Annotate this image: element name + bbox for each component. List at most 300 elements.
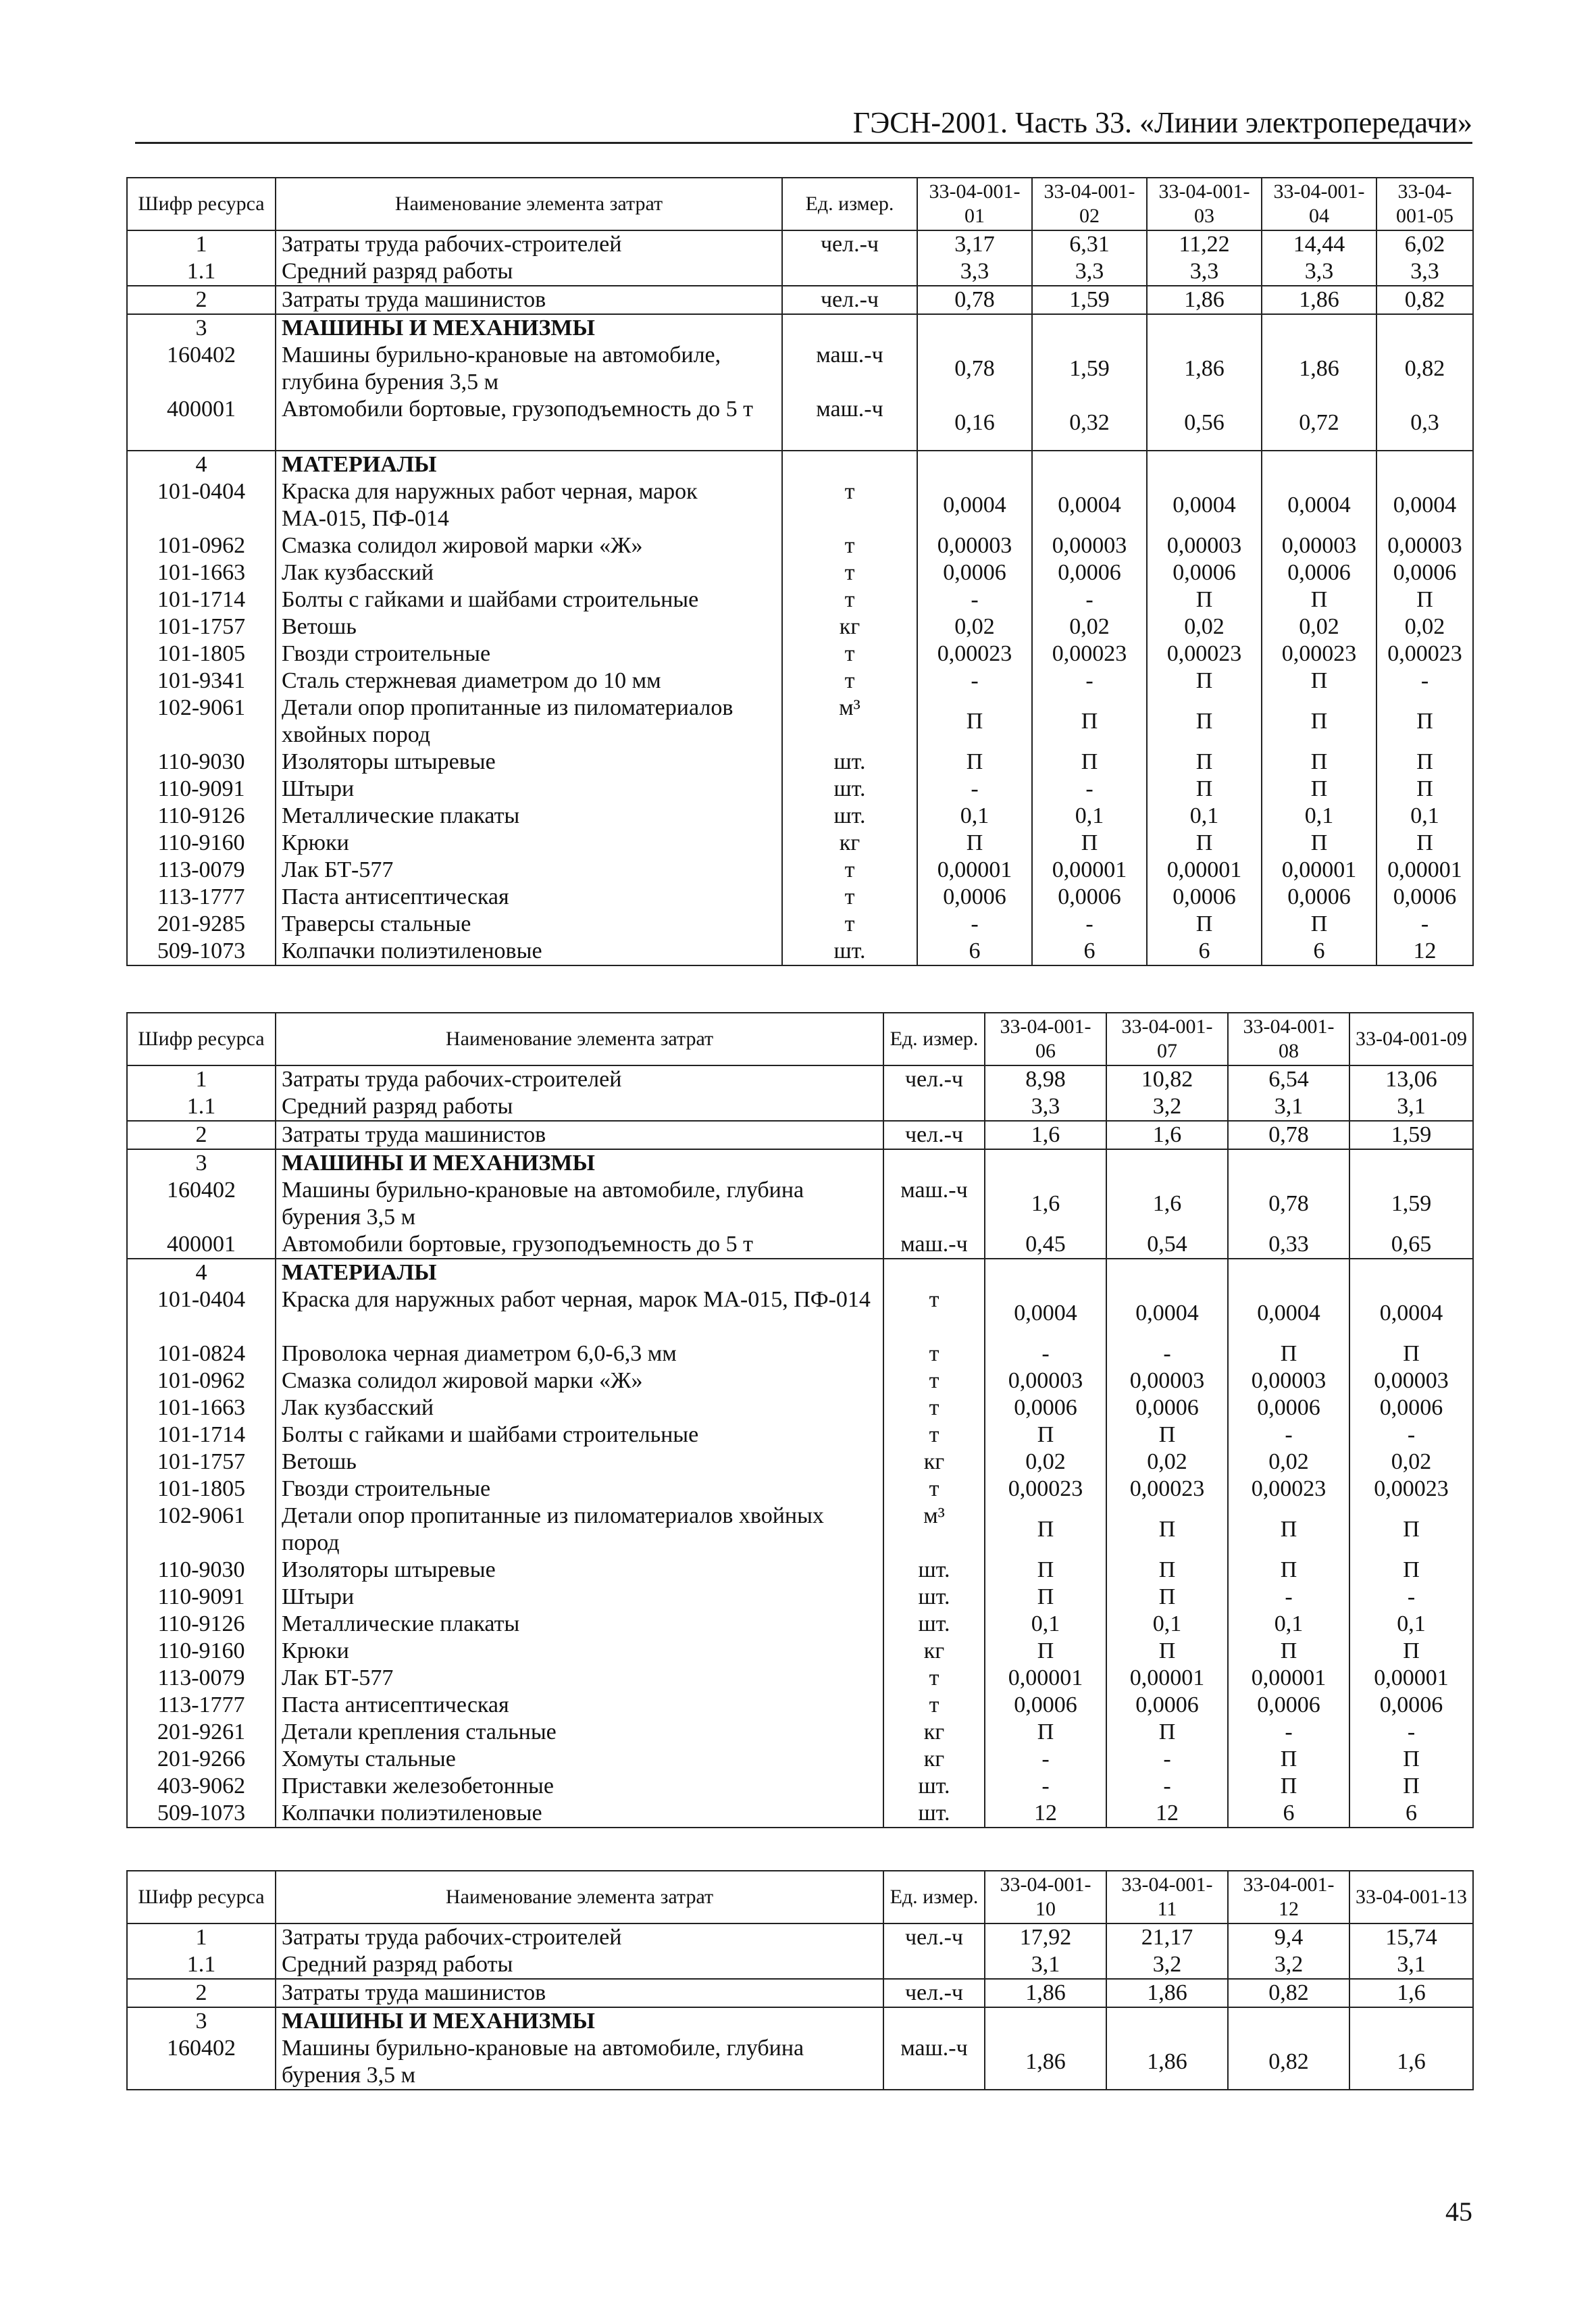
norm-value: 0,00023 — [985, 1476, 1106, 1503]
norm-value: П — [1032, 749, 1147, 776]
table-row — [127, 884, 1473, 911]
table-row — [127, 1719, 1473, 1746]
table-row — [127, 342, 1473, 396]
norm-value: П — [1262, 776, 1376, 803]
cost-element-name: Изоляторы штыревые — [276, 1557, 883, 1584]
norm-value: 0,0006 — [1147, 884, 1262, 911]
section-heading: МАШИНЫ И МЕХАНИЗМЫ — [276, 1149, 883, 1177]
norm-value: 10,82 — [1106, 1065, 1228, 1093]
unit-of-measure: кг — [883, 1746, 985, 1773]
norm-value: П — [1349, 1746, 1473, 1773]
norm-value: 3,1 — [1228, 1093, 1349, 1121]
unit-of-measure: маш.-ч — [782, 342, 917, 396]
norm-value: П — [1106, 1638, 1228, 1665]
norm-value: 0,1 — [917, 803, 1032, 830]
norm-value: 0,16 — [917, 396, 1032, 451]
norm-value: - — [1349, 1719, 1473, 1746]
norm-value — [1349, 1259, 1473, 1286]
header-name: Наименование элемента затрат — [276, 1871, 883, 1923]
cost-element-name: Смазка солидол жировой марки «Ж» — [276, 1367, 883, 1394]
norm-value: 1,86 — [1262, 286, 1376, 314]
cost-element-name: Штыри — [276, 776, 782, 803]
header-norm-code: 33-04-001-03 — [1147, 178, 1262, 230]
norm-value: 3,3 — [917, 258, 1032, 286]
unit-of-measure: чел.-ч — [883, 1065, 985, 1093]
norm-value: 0,00003 — [1376, 532, 1473, 559]
unit-of-measure — [782, 258, 917, 286]
norm-value: П — [1376, 830, 1473, 857]
norm-value: 6 — [1032, 938, 1147, 965]
cost-element-name: Затраты труда машинистов — [276, 1121, 883, 1149]
norm-value: 11,22 — [1147, 230, 1262, 258]
norm-value: 3,3 — [1376, 258, 1473, 286]
norm-value: П — [1106, 1584, 1228, 1611]
unit-of-measure: шт. — [883, 1800, 985, 1828]
table-row — [127, 1231, 1473, 1259]
resource-code: 509-1073 — [127, 1800, 276, 1828]
unit-of-measure: шт. — [782, 938, 917, 965]
norm-value: 17,92 — [985, 1923, 1106, 1951]
norm-value: 1,59 — [1349, 1177, 1473, 1231]
cost-element-name: Ветошь — [276, 1449, 883, 1476]
unit-of-measure: м³ — [782, 695, 917, 749]
header-norm-code: 33-04-001-01 — [917, 178, 1032, 230]
resource-code: 101-1714 — [127, 586, 276, 613]
resource-code: 101-0404 — [127, 1286, 276, 1340]
norm-value: П — [1262, 668, 1376, 695]
norm-value: 0,0004 — [1262, 478, 1376, 532]
norm-value: 0,0006 — [1228, 1692, 1349, 1719]
resource-code: 110-9160 — [127, 1638, 276, 1665]
norm-value: 1,86 — [1147, 342, 1262, 396]
unit-of-measure: шт. — [883, 1557, 985, 1584]
norm-value: - — [917, 776, 1032, 803]
norm-value: 0,0004 — [917, 478, 1032, 532]
norm-value: 0,0006 — [1228, 1394, 1349, 1422]
unit-of-measure — [883, 1093, 985, 1121]
norm-value: 0,1 — [1147, 803, 1262, 830]
norm-value: 0,33 — [1228, 1231, 1349, 1259]
norm-value: П — [917, 830, 1032, 857]
norm-value: 0,78 — [917, 286, 1032, 314]
norm-value: 0,00001 — [1106, 1665, 1228, 1692]
norm-value: 0,0004 — [1228, 1286, 1349, 1340]
resource-code: 101-9341 — [127, 668, 276, 695]
norm-value: 6,02 — [1376, 230, 1473, 258]
cost-element-name: Штыри — [276, 1584, 883, 1611]
norm-value: П — [1262, 830, 1376, 857]
resource-code: 101-1714 — [127, 1422, 276, 1449]
norm-value: - — [1228, 1422, 1349, 1449]
norm-value: 0,3 — [1376, 396, 1473, 451]
header-unit: Ед. измер. — [782, 178, 917, 230]
unit-of-measure: кг — [782, 830, 917, 857]
resource-code: 101-1757 — [127, 1449, 276, 1476]
norm-value: 6 — [1228, 1800, 1349, 1828]
cost-element-name: Средний разряд работы — [276, 1093, 883, 1121]
table-row — [127, 1951, 1473, 1979]
norm-value: 0,00023 — [1349, 1476, 1473, 1503]
norm-value: 6 — [1147, 938, 1262, 965]
norm-value: 0,82 — [1376, 342, 1473, 396]
cost-element-name: Средний разряд работы — [276, 258, 782, 286]
norm-value: - — [985, 1773, 1106, 1800]
norm-value: 0,02 — [917, 613, 1032, 640]
norm-value: П — [1262, 749, 1376, 776]
table-row — [127, 559, 1473, 586]
table-row — [127, 613, 1473, 640]
unit-of-measure: чел.-ч — [883, 1979, 985, 2007]
norm-value: 15,74 — [1349, 1923, 1473, 1951]
unit-of-measure: т — [883, 1476, 985, 1503]
norm-value: - — [1376, 911, 1473, 938]
table-row — [127, 451, 1473, 478]
norm-value: 1,59 — [1349, 1121, 1473, 1149]
unit-of-measure: т — [883, 1692, 985, 1719]
norm-value: 0,00001 — [1228, 1665, 1349, 1692]
resource-code: 101-1663 — [127, 559, 276, 586]
page-number: 45 — [1445, 2196, 1472, 2227]
norm-value: 0,02 — [1147, 613, 1262, 640]
norm-value: - — [1032, 586, 1147, 613]
cost-element-name: Смазка солидол жировой марки «Ж» — [276, 532, 782, 559]
table-row — [127, 314, 1473, 342]
cost-element-name: Краска для наружных работ черная, марок МА-015, ПФ-014 — [276, 1286, 883, 1340]
resource-code: 160402 — [127, 1177, 276, 1231]
norm-value: 0,82 — [1228, 1979, 1349, 2007]
norm-value — [917, 314, 1032, 342]
norm-value: 0,54 — [1106, 1231, 1228, 1259]
unit-of-measure: маш.-ч — [883, 1231, 985, 1259]
norm-value: 0,02 — [1228, 1449, 1349, 1476]
norm-value: 0,0006 — [1262, 559, 1376, 586]
table-row — [127, 1746, 1473, 1773]
table-row — [127, 1557, 1473, 1584]
resource-code: 113-1777 — [127, 884, 276, 911]
cost-element-name: Сталь стержневая диаметром до 10 мм — [276, 668, 782, 695]
unit-of-measure: маш.-ч — [782, 396, 917, 451]
norm-value: 0,00003 — [1106, 1367, 1228, 1394]
resource-code: 110-9091 — [127, 776, 276, 803]
cost-element-name: Паста антисептическая — [276, 1692, 883, 1719]
norm-value: 3,3 — [1262, 258, 1376, 286]
table-row — [127, 478, 1473, 532]
table-row — [127, 1665, 1473, 1692]
unit-of-measure: чел.-ч — [782, 286, 917, 314]
resource-code: 101-0962 — [127, 532, 276, 559]
resource-code: 3 — [127, 1149, 276, 1177]
norm-value: П — [985, 1719, 1106, 1746]
table-row — [127, 1422, 1473, 1449]
norm-value: 0,1 — [1349, 1611, 1473, 1638]
norm-value — [1147, 314, 1262, 342]
cost-element-name: Изоляторы штыревые — [276, 749, 782, 776]
norm-value: П — [985, 1422, 1106, 1449]
cost-element-name: Металлические плакаты — [276, 1611, 883, 1638]
header-code: Шифр ресурса — [127, 1013, 276, 1065]
table-row — [127, 911, 1473, 938]
cost-element-name: Проволока черная диаметром 6,0-6,3 мм — [276, 1340, 883, 1367]
table-row — [127, 1149, 1473, 1177]
cost-element-name: Детали крепления стальные — [276, 1719, 883, 1746]
norm-value: 0,0006 — [1376, 884, 1473, 911]
norm-value: 0,00023 — [917, 640, 1032, 668]
norm-value: П — [1349, 1638, 1473, 1665]
norm-value: - — [985, 1340, 1106, 1367]
resource-code: 101-0404 — [127, 478, 276, 532]
norm-value: П — [1147, 586, 1262, 613]
norm-value: 0,0006 — [985, 1394, 1106, 1422]
header-norm-code: 33-04-001-10 — [985, 1871, 1106, 1923]
norm-value: 3,3 — [1032, 258, 1147, 286]
table-row — [127, 1773, 1473, 1800]
norm-value: П — [985, 1557, 1106, 1584]
header-norm-code: 33-04-001-05 — [1376, 178, 1473, 230]
norm-value: 12 — [1106, 1800, 1228, 1828]
norm-value: П — [1032, 830, 1147, 857]
cost-element-name: Машины бурильно-крановые на автомобиле, глубина бурения 3,5 м — [276, 1177, 883, 1231]
norm-value: П — [1106, 1503, 1228, 1557]
table-row — [127, 1692, 1473, 1719]
resource-code: 509-1073 — [127, 938, 276, 965]
unit-of-measure: т — [782, 532, 917, 559]
table-row — [127, 938, 1473, 965]
unit-of-measure: т — [782, 586, 917, 613]
table-row — [127, 749, 1473, 776]
norm-value: П — [1228, 1557, 1349, 1584]
norm-value: П — [1262, 911, 1376, 938]
norm-value: 0,00003 — [1228, 1367, 1349, 1394]
norm-value: - — [1228, 1719, 1349, 1746]
unit-of-measure: чел.-ч — [782, 230, 917, 258]
cost-element-name: Приставки железобетонные — [276, 1773, 883, 1800]
norm-value: 3,1 — [985, 1951, 1106, 1979]
unit-of-measure — [883, 1149, 985, 1177]
resource-code: 2 — [127, 1979, 276, 2007]
unit-of-measure: м³ — [883, 1503, 985, 1557]
norm-value: 0,1 — [985, 1611, 1106, 1638]
norm-value: П — [1376, 749, 1473, 776]
norm-value: 3,3 — [985, 1093, 1106, 1121]
resource-code: 101-1663 — [127, 1394, 276, 1422]
table-row — [127, 640, 1473, 668]
norm-value: - — [1106, 1340, 1228, 1367]
norm-value: П — [1147, 830, 1262, 857]
norm-value: 3,2 — [1106, 1951, 1228, 1979]
table-row — [127, 1584, 1473, 1611]
cost-element-name: Болты с гайками и шайбами строительные — [276, 1422, 883, 1449]
cost-element-name: Детали опор пропитанные из пиломатериалов хвойных пород — [276, 1503, 883, 1557]
norm-value: 0,0004 — [985, 1286, 1106, 1340]
table-row — [127, 1476, 1473, 1503]
norm-value: 6,54 — [1228, 1065, 1349, 1093]
norm-value: 0,00003 — [985, 1367, 1106, 1394]
header-norm-code: 33-04-001-02 — [1032, 178, 1147, 230]
norm-value: 3,1 — [1349, 1093, 1473, 1121]
unit-of-measure: шт. — [883, 1773, 985, 1800]
cost-element-name: Средний разряд работы — [276, 1951, 883, 1979]
unit-of-measure — [782, 451, 917, 478]
norm-value: 0,1 — [1262, 803, 1376, 830]
resource-code: 101-0824 — [127, 1340, 276, 1367]
norm-value: 6 — [1349, 1800, 1473, 1828]
norm-value: 0,0004 — [1106, 1286, 1228, 1340]
norm-value: П — [1349, 1557, 1473, 1584]
resource-code: 101-1757 — [127, 613, 276, 640]
cost-element-name: Краска для наружных работ черная, марок МА-015, ПФ-014 — [276, 478, 782, 532]
resource-code: 110-9030 — [127, 749, 276, 776]
norm-value: 1,6 — [1349, 1979, 1473, 2007]
norm-value: 0,0006 — [917, 884, 1032, 911]
norm-value: 0,00001 — [1376, 857, 1473, 884]
norm-value: П — [1349, 1773, 1473, 1800]
unit-of-measure: шт. — [782, 749, 917, 776]
norm-value — [985, 1149, 1106, 1177]
unit-of-measure: т — [782, 911, 917, 938]
resource-code: 1.1 — [127, 1951, 276, 1979]
norm-value: 0,1 — [1376, 803, 1473, 830]
table-row — [127, 2035, 1473, 2090]
resource-code: 160402 — [127, 2035, 276, 2090]
norm-value: 0,0006 — [1376, 559, 1473, 586]
section-heading: МАШИНЫ И МЕХАНИЗМЫ — [276, 314, 782, 342]
norm-value: 6 — [917, 938, 1032, 965]
section-heading: МАТЕРИАЛЫ — [276, 451, 782, 478]
norm-value: П — [985, 1638, 1106, 1665]
norm-value: П — [1376, 586, 1473, 613]
resource-code: 102-9061 — [127, 695, 276, 749]
norm-value: 0,56 — [1147, 396, 1262, 451]
norm-value: 13,06 — [1349, 1065, 1473, 1093]
cost-element-name: Автомобили бортовые, грузоподъемность до 5 т — [276, 1231, 883, 1259]
norm-value: 0,02 — [1262, 613, 1376, 640]
unit-of-measure: т — [782, 478, 917, 532]
table-header-row — [127, 1871, 1473, 1923]
resource-code: 110-9126 — [127, 1611, 276, 1638]
norm-value: 12 — [1376, 938, 1473, 965]
norm-value: - — [1349, 1584, 1473, 1611]
norm-value: 0,0006 — [1262, 884, 1376, 911]
unit-of-measure — [883, 1259, 985, 1286]
norm-value: 0,00023 — [1228, 1476, 1349, 1503]
norm-value: 0,00001 — [1032, 857, 1147, 884]
unit-of-measure: чел.-ч — [883, 1923, 985, 1951]
norm-value: 1,59 — [1032, 286, 1147, 314]
table-row — [127, 1065, 1473, 1093]
unit-of-measure: т — [782, 640, 917, 668]
table-row — [127, 1340, 1473, 1367]
norm-value: 0,02 — [1349, 1449, 1473, 1476]
header-norm-code: 33-04-001-13 — [1349, 1871, 1473, 1923]
norm-value: - — [1228, 1584, 1349, 1611]
table-row — [127, 857, 1473, 884]
norm-value: 0,00001 — [1147, 857, 1262, 884]
resource-table-3 — [126, 1870, 1474, 2090]
norm-value: П — [1228, 1340, 1349, 1367]
resource-code: 201-9266 — [127, 1746, 276, 1773]
norm-value: - — [1376, 668, 1473, 695]
norm-value — [1106, 1259, 1228, 1286]
table-row — [127, 1093, 1473, 1121]
cost-element-name: Болты с гайками и шайбами строительные — [276, 586, 782, 613]
cost-element-name: Металлические плакаты — [276, 803, 782, 830]
norm-value: П — [1106, 1719, 1228, 1746]
norm-value: 0,0004 — [1376, 478, 1473, 532]
resource-code: 3 — [127, 314, 276, 342]
norm-value — [1376, 314, 1473, 342]
norm-value: 0,0006 — [1106, 1394, 1228, 1422]
resource-code: 4 — [127, 1259, 276, 1286]
resource-code: 160402 — [127, 342, 276, 396]
resource-code: 4 — [127, 451, 276, 478]
norm-value: П — [1262, 695, 1376, 749]
norm-value: 3,1 — [1349, 1951, 1473, 1979]
resource-table-2 — [126, 1012, 1474, 1828]
norm-value: 1,86 — [985, 2035, 1106, 2090]
cost-element-name: Паста антисептическая — [276, 884, 782, 911]
resource-code: 3 — [127, 2007, 276, 2035]
norm-value: 0,00003 — [1147, 532, 1262, 559]
norm-value — [1228, 1149, 1349, 1177]
norm-value: 1,59 — [1032, 342, 1147, 396]
norm-value: - — [1032, 911, 1147, 938]
unit-of-measure: шт. — [883, 1584, 985, 1611]
norm-value: П — [1376, 776, 1473, 803]
unit-of-measure: кг — [883, 1719, 985, 1746]
cost-element-name: Автомобили бортовые, грузоподъемность до 5 т — [276, 396, 782, 451]
norm-value — [917, 451, 1032, 478]
table-row — [127, 2007, 1473, 2035]
norm-value: П — [917, 749, 1032, 776]
norm-value: - — [917, 668, 1032, 695]
table-row — [127, 1177, 1473, 1231]
table-row — [127, 532, 1473, 559]
unit-of-measure — [883, 1951, 985, 1979]
norm-value: 6,31 — [1032, 230, 1147, 258]
table-row — [127, 1449, 1473, 1476]
table-row — [127, 1121, 1473, 1149]
norm-value: 1,6 — [985, 1177, 1106, 1231]
norm-value: 0,72 — [1262, 396, 1376, 451]
cost-element-name: Ветошь — [276, 613, 782, 640]
unit-of-measure: шт. — [782, 803, 917, 830]
norm-value: П — [1262, 586, 1376, 613]
unit-of-measure: кг — [782, 613, 917, 640]
cost-element-name: Хомуты стальные — [276, 1746, 883, 1773]
norm-value: 9,4 — [1228, 1923, 1349, 1951]
header-unit: Ед. измер. — [883, 1871, 985, 1923]
norm-value: 0,78 — [1228, 1121, 1349, 1149]
unit-of-measure: т — [782, 884, 917, 911]
unit-of-measure: шт. — [782, 776, 917, 803]
norm-value: - — [917, 586, 1032, 613]
norm-value: 1,6 — [985, 1121, 1106, 1149]
norm-value: П — [1147, 776, 1262, 803]
resource-code: 110-9160 — [127, 830, 276, 857]
resource-code: 113-1777 — [127, 1692, 276, 1719]
table-row — [127, 695, 1473, 749]
norm-value: - — [917, 911, 1032, 938]
norm-value: 0,78 — [1228, 1177, 1349, 1231]
resource-code: 110-9030 — [127, 1557, 276, 1584]
norm-value: 0,0006 — [1349, 1394, 1473, 1422]
table-row — [127, 1923, 1473, 1951]
norm-value: 3,17 — [917, 230, 1032, 258]
norm-value: 8,98 — [985, 1065, 1106, 1093]
norm-value: П — [985, 1503, 1106, 1557]
norm-value: П — [985, 1584, 1106, 1611]
resource-code: 201-9285 — [127, 911, 276, 938]
